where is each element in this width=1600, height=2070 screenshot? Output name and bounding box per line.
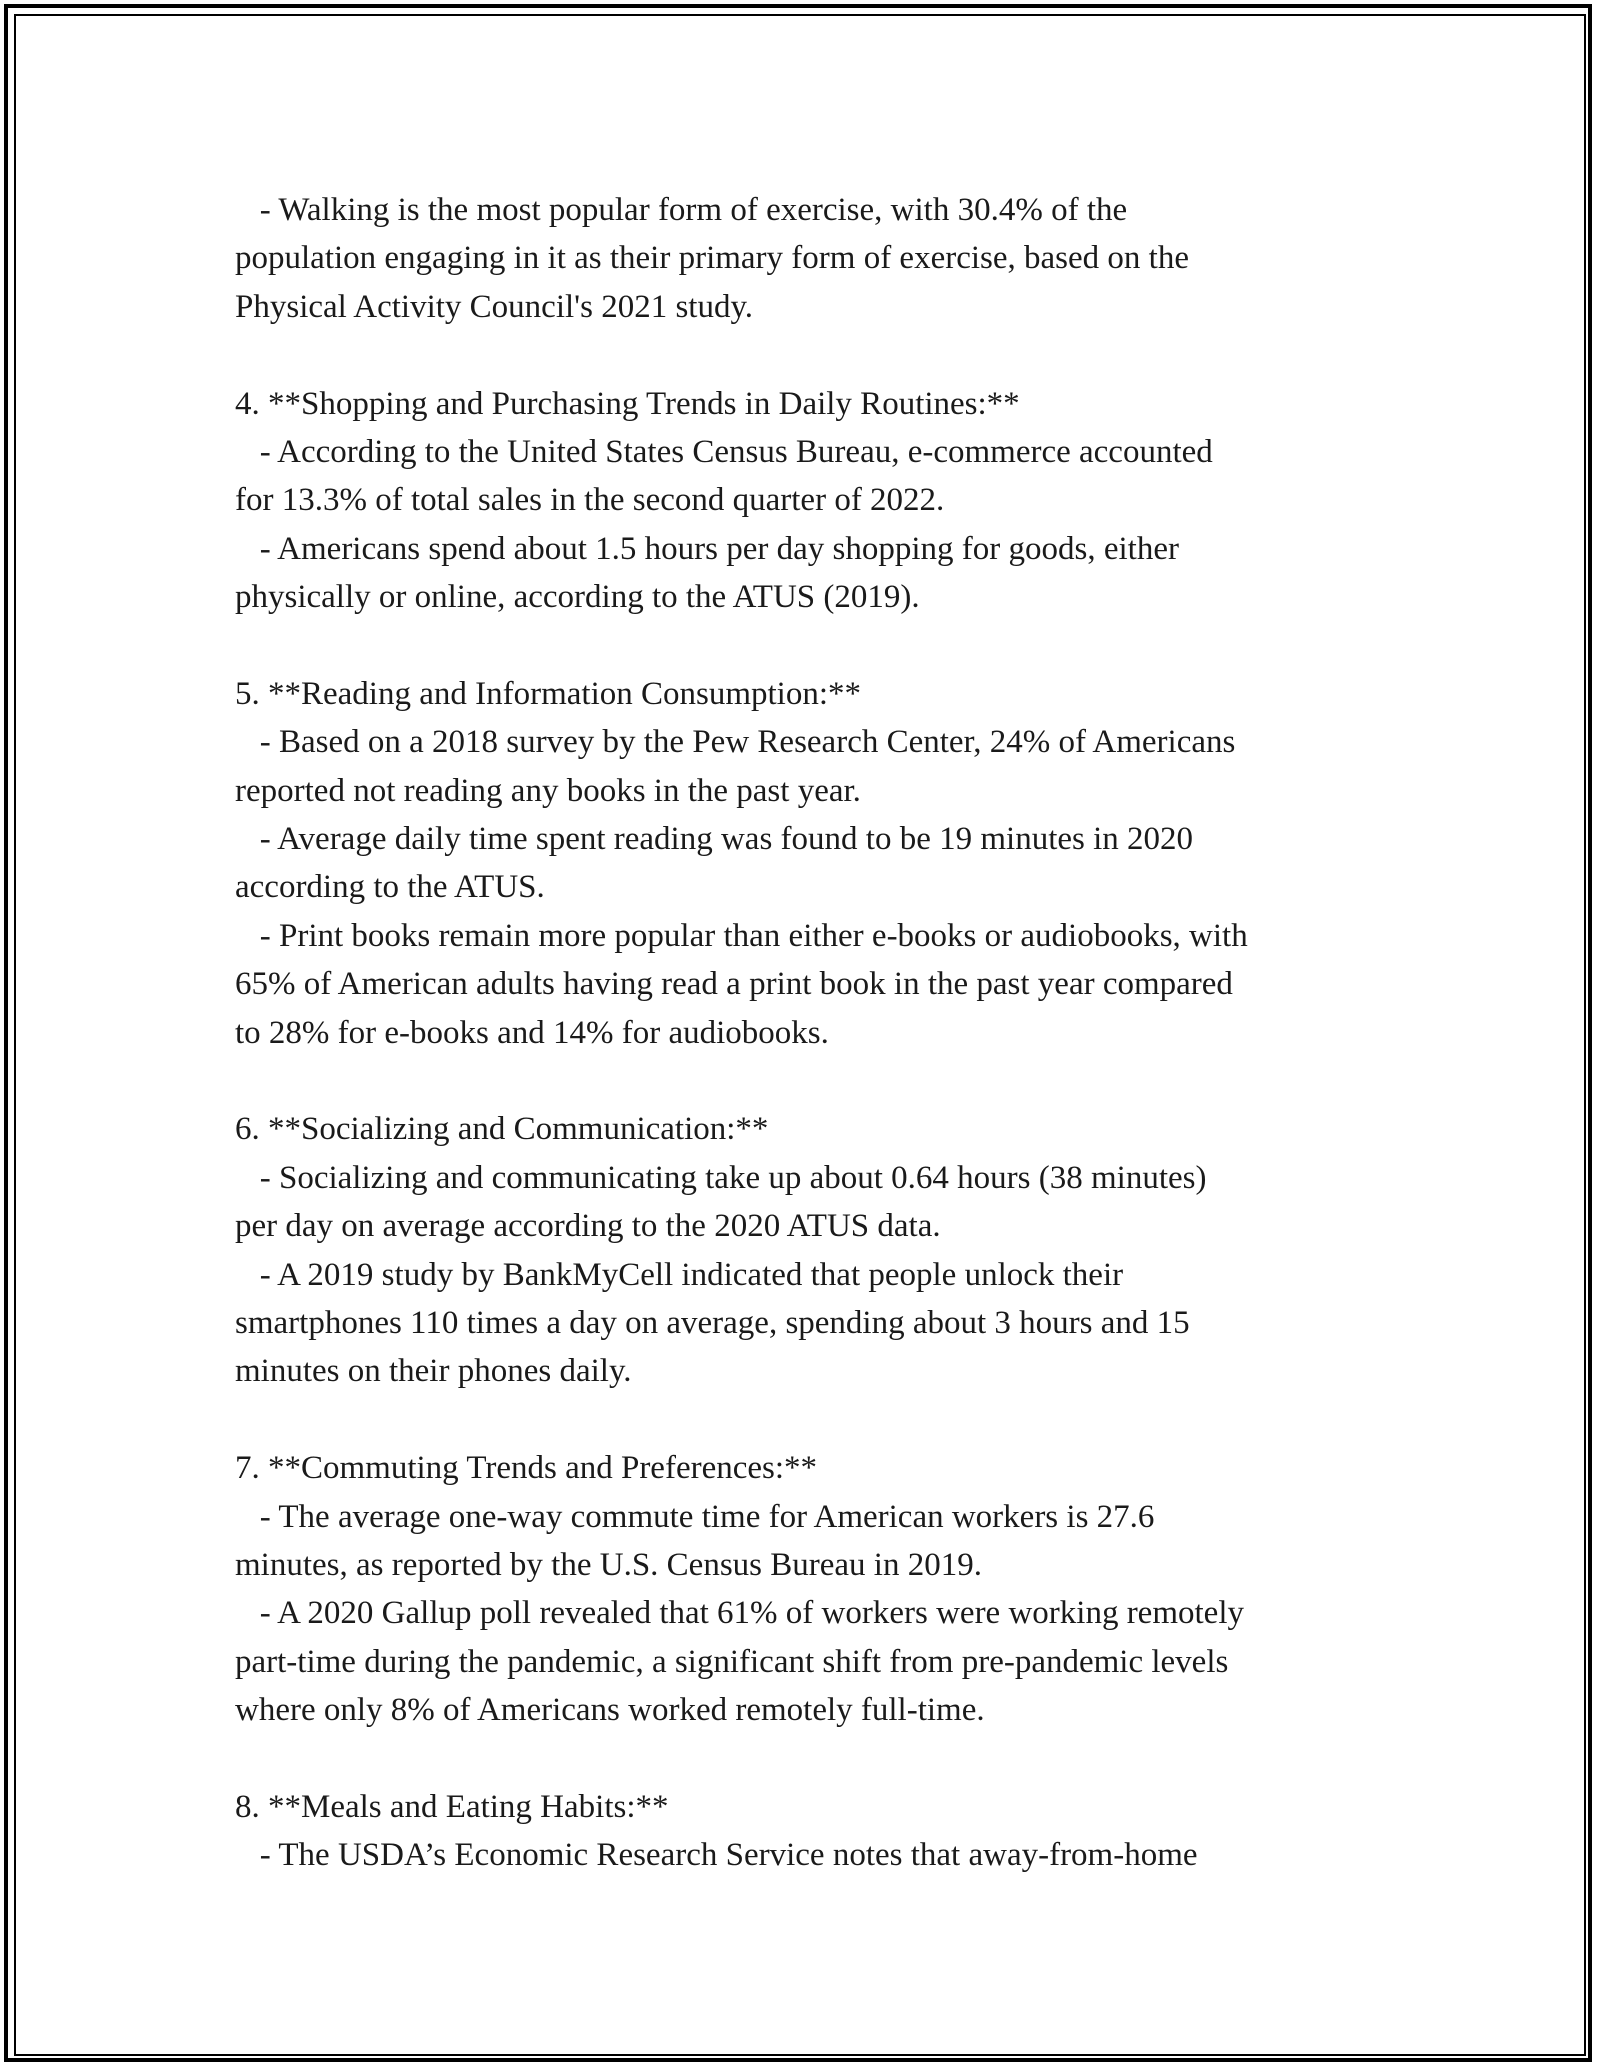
blank-line [235,1057,1435,1105]
text-line: part-time during the pandemic, a significant shift from pre-pandemic levels [235,1643,1229,1680]
blank-line [235,331,1435,379]
text-line: to 28% for e-books and 14% for audiobooks. [235,1014,829,1051]
text-line: population engaging in it as their primary form of exercise, based on the [235,240,1189,277]
document-body [235,186,1435,1880]
text-line: 65% of American adults having read a print book in the past year compared [235,966,1233,1003]
text-line: minutes on their phones daily. [235,1353,632,1390]
text-line: 7. **Commuting Trends and Preferences:** [235,1450,818,1487]
text-line: - The average one-way commute time for American workers is 27.6 [235,1498,1155,1535]
text-line: - Average daily time spent reading was found to be 19 minutes in 2020 [235,821,1194,858]
text-line: - Walking is the most popular form of exercise, with 30.4% of the [235,192,1128,228]
text-line: minutes, as reported by the U.S. Census Bureau in 2019. [235,1546,982,1583]
text-line: - A 2019 study by BankMyCell indicated that people unlock their [235,1256,1124,1293]
text-line: - A 2020 Gallup poll revealed that 61% of workers were working remotely [235,1595,1244,1632]
blank-line [235,1396,1435,1444]
text-line: - Americans spend about 1.5 hours per day shopping for goods, either [235,530,1179,567]
text-line: - Print books remain more popular than either e-books or audiobooks, with [235,917,1248,954]
text-line: for 13.3% of total sales in the second quarter of 2022. [235,482,945,519]
blank-line [235,1735,1435,1783]
text-line: reported not reading any books in the past year. [235,772,861,809]
text-line: Physical Activity Council's 2021 study. [235,288,754,325]
text-line: per day on average according to the 2020 ATUS data. [235,1208,941,1245]
text-line: 4. **Shopping and Purchasing Trends in Daily Routines:** [235,385,1020,422]
text-line: 5. **Reading and Information Consumption:** [235,675,862,712]
text-line: - Socializing and communicating take up about 0.64 hours (38 minutes) [235,1159,1207,1196]
text-line: where only 8% of Americans worked remotely full-time. [235,1692,985,1729]
text-line: 8. **Meals and Eating Habits:** [235,1788,669,1825]
text-line: - Based on a 2018 survey by the Pew Research Center, 24% of Americans [235,724,1236,761]
text-line: - According to the United States Census Bureau, e-commerce accounted [235,433,1213,470]
text-line: smartphones 110 times a day on average, spending about 3 hours and 15 [235,1304,1190,1341]
text-line: 6. **Socializing and Communication:** [235,1111,769,1148]
blank-line [235,622,1435,670]
text-line: according to the ATUS. [235,869,545,906]
text-line: - The USDA’s Economic Research Service notes that away-from-home [235,1837,1198,1874]
text-line: physically or online, according to the ATUS (2019). [235,579,920,616]
